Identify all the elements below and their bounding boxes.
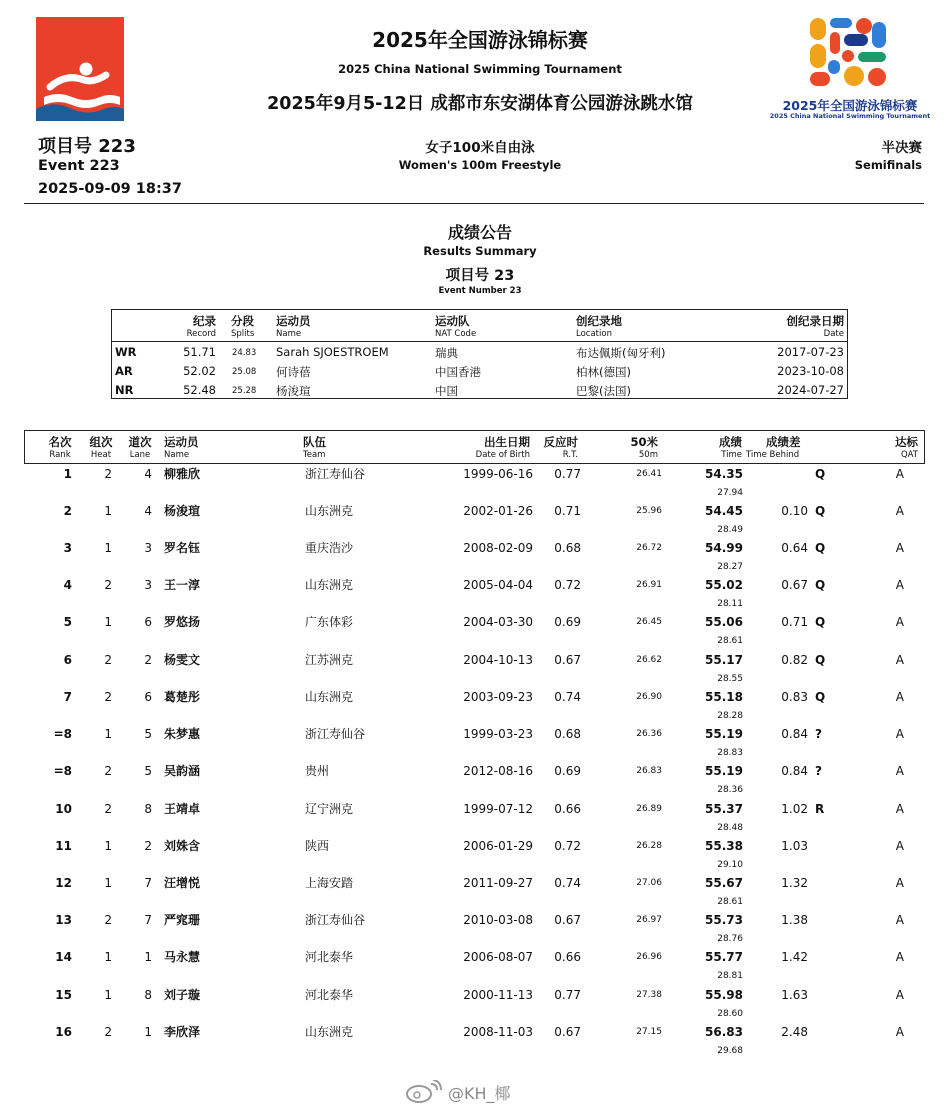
- col-time: 成绩: [719, 435, 742, 449]
- record-holder: 何诗蓓: [276, 365, 311, 379]
- time-behind: 1.38: [781, 913, 808, 927]
- rec-header-record: 纪录: [193, 314, 216, 328]
- col-qat-en: QAT: [900, 450, 918, 460]
- date-of-birth: 2000-11-13: [463, 988, 533, 1002]
- qat: A: [895, 839, 904, 853]
- logo-caption-cn: 2025年全国游泳锦标赛: [782, 98, 918, 113]
- rank: 12: [55, 876, 72, 890]
- split-50m: 26.36: [636, 729, 662, 739]
- team: 辽宁洲克: [305, 802, 354, 816]
- rank: 1: [63, 467, 72, 481]
- heat: 2: [104, 653, 112, 667]
- date-of-birth: 2002-01-26: [463, 504, 533, 518]
- team: 贵州: [305, 764, 330, 778]
- athlete-name: 刘姝含: [164, 839, 201, 853]
- lane: 7: [144, 913, 152, 927]
- qat: A: [895, 727, 904, 741]
- date-of-birth: 2008-11-03: [463, 1025, 533, 1039]
- result-row: [0, 467, 952, 504]
- split-50m: 27.06: [636, 878, 662, 888]
- col-50m-en: 50m: [638, 450, 658, 460]
- final-time: 55.38: [705, 839, 743, 853]
- qualification-mark: Q: [815, 541, 826, 555]
- athlete-name: 马永慧: [164, 950, 201, 964]
- heat: 1: [104, 988, 112, 1002]
- tournament-title-cn: 2025年全国游泳锦标赛: [372, 28, 588, 52]
- split-50m: 26.83: [636, 766, 662, 776]
- rank: 6: [63, 653, 72, 667]
- record-nat: 瑞典: [435, 346, 458, 360]
- record-time: 52.02: [183, 364, 216, 378]
- date-of-birth: 2003-09-23: [463, 690, 533, 704]
- split-50m: 26.41: [636, 469, 662, 479]
- record-time: 52.48: [183, 383, 216, 397]
- split-second: 28.83: [717, 748, 743, 758]
- results-header-right-border: [924, 430, 925, 464]
- time-behind: 0.82: [781, 653, 808, 667]
- rank: 11: [55, 839, 72, 853]
- heat: 1: [104, 839, 112, 853]
- split-second: 28.61: [717, 636, 743, 646]
- result-row: [0, 988, 952, 1025]
- record-location: 柏林(德国): [576, 365, 631, 379]
- race-name-cn: 女子100米自由泳: [425, 140, 535, 156]
- rec-header-location-en: Location: [576, 329, 612, 339]
- split-second: 28.81: [717, 971, 743, 981]
- split-50m: 26.62: [636, 655, 662, 665]
- team: 山东洲克: [305, 690, 354, 704]
- team: 山东洲克: [305, 578, 354, 592]
- record-split: 25.08: [232, 367, 257, 377]
- race-name-en: Women's 100m Freestyle: [398, 158, 562, 172]
- time-behind: 0.10: [781, 504, 808, 518]
- final-time: 55.19: [705, 764, 743, 778]
- reaction-time: 0.77: [554, 467, 581, 481]
- rank: 13: [55, 913, 72, 927]
- qualification-mark: Q: [815, 690, 826, 704]
- split-50m: 27.15: [636, 1027, 662, 1037]
- lane: 6: [144, 690, 152, 704]
- final-time: 54.99: [705, 541, 743, 555]
- reaction-time: 0.68: [554, 727, 581, 741]
- record-type: NR: [115, 383, 134, 397]
- result-row: [0, 578, 952, 615]
- team: 河北泰华: [305, 988, 354, 1002]
- heat: 2: [104, 913, 112, 927]
- reaction-time: 0.77: [554, 988, 581, 1002]
- team: 浙江寿仙谷: [305, 913, 366, 927]
- final-time: 55.37: [705, 802, 743, 816]
- tournament-venue: 2025年9月5-12日 成都市东安湖体育公园游泳跳水馆: [267, 94, 693, 114]
- rec-header-date-en: Date: [823, 329, 844, 339]
- col-dob: 出生日期: [484, 435, 530, 449]
- rank: 15: [55, 988, 72, 1002]
- athlete-name: 刘子璇: [164, 988, 201, 1002]
- weibo-icon: [405, 1080, 445, 1104]
- team: 山东洲克: [305, 1025, 354, 1039]
- lane: 3: [144, 541, 152, 555]
- record-time: 51.71: [183, 345, 216, 359]
- rec-header-splits-en: Splits: [231, 329, 255, 339]
- split-50m: 26.90: [636, 692, 662, 702]
- time-behind: 1.02: [781, 802, 808, 816]
- summary-number-cn: 项目号 23: [445, 268, 515, 284]
- col-rt-en: R.T.: [562, 450, 578, 460]
- result-row: [0, 653, 952, 690]
- result-row: [0, 876, 952, 913]
- athlete-name: 杨浚瑄: [164, 504, 201, 518]
- reaction-time: 0.69: [554, 615, 581, 629]
- record-location: 巴黎(法国): [576, 384, 631, 398]
- qualification-mark: R: [815, 802, 825, 816]
- split-50m: 26.72: [636, 543, 662, 553]
- time-behind: 1.63: [781, 988, 808, 1002]
- date-of-birth: 2006-08-07: [463, 950, 533, 964]
- results-table-top: [24, 430, 924, 431]
- athlete-name: 罗悠扬: [164, 615, 201, 629]
- heat: 1: [104, 615, 112, 629]
- event-number-en: Event 223: [38, 158, 120, 174]
- time-behind: 0.67: [781, 578, 808, 592]
- swimming-logo: [36, 17, 124, 121]
- time-behind: 1.42: [781, 950, 808, 964]
- team: 河北泰华: [305, 950, 354, 964]
- qualification-mark: Q: [815, 467, 826, 481]
- record-holder: Sarah SJOESTROEM: [276, 345, 389, 359]
- event-datetime: 2025-09-09 18:37: [38, 181, 182, 197]
- athlete-name: 王靖卓: [164, 802, 201, 816]
- col-rank-en: Rank: [49, 450, 71, 460]
- tournament-logo: [806, 16, 890, 92]
- result-row: [0, 727, 952, 764]
- rec-header-nat: 运动队: [435, 314, 470, 328]
- logo-caption-en: 2025 China National Swimming Tournament: [769, 112, 931, 120]
- reaction-time: 0.66: [554, 802, 581, 816]
- qat: A: [895, 876, 904, 890]
- reaction-time: 0.67: [554, 1025, 581, 1039]
- record-date: 2024-07-27: [777, 383, 844, 397]
- team: 江苏洲克: [305, 653, 354, 667]
- rec-header-location: 创纪录地: [576, 314, 622, 328]
- final-time: 55.73: [705, 913, 743, 927]
- date-of-birth: 1999-03-23: [463, 727, 533, 741]
- split-second: 28.27: [717, 562, 743, 572]
- rank: 3: [63, 541, 72, 555]
- qat: A: [895, 578, 904, 592]
- qat: A: [895, 950, 904, 964]
- qat: A: [895, 764, 904, 778]
- heat: 1: [104, 727, 112, 741]
- final-time: 55.77: [705, 950, 743, 964]
- split-second: 28.11: [717, 599, 743, 609]
- split-second: 27.94: [717, 488, 743, 498]
- reaction-time: 0.66: [554, 950, 581, 964]
- date-of-birth: 2011-09-27: [463, 876, 533, 890]
- rec-header-splits: 分段: [231, 314, 254, 328]
- split-50m: 26.97: [636, 915, 662, 925]
- final-time: 55.19: [705, 727, 743, 741]
- lane: 2: [144, 839, 152, 853]
- time-behind: 1.32: [781, 876, 808, 890]
- watermark-text: @KH_椰: [448, 1084, 511, 1103]
- lane: 4: [144, 467, 152, 481]
- record-location: 布达佩斯(匈牙利): [576, 346, 666, 360]
- result-row: [0, 690, 952, 727]
- results-header-left-border: [24, 430, 25, 464]
- col-team: 队伍: [303, 435, 326, 449]
- lane: 4: [144, 504, 152, 518]
- rank: 14: [55, 950, 72, 964]
- qat: A: [895, 504, 904, 518]
- col-behind-en: Time Behind: [746, 450, 800, 460]
- lane: 2: [144, 653, 152, 667]
- result-row: [0, 950, 952, 987]
- reaction-time: 0.72: [554, 578, 581, 592]
- split-second: 28.28: [717, 711, 743, 721]
- qat: A: [895, 467, 904, 481]
- result-row: [0, 541, 952, 578]
- athlete-name: 汪增悦: [164, 876, 201, 890]
- time-behind: 0.64: [781, 541, 808, 555]
- split-50m: 26.91: [636, 580, 662, 590]
- heat: 1: [104, 876, 112, 890]
- reaction-time: 0.74: [554, 690, 581, 704]
- final-time: 55.67: [705, 876, 743, 890]
- split-second: 28.76: [717, 934, 743, 944]
- record-split: 25.28: [232, 386, 257, 396]
- lane: 8: [144, 988, 152, 1002]
- split-second: 28.60: [717, 1009, 743, 1019]
- record-nat: 中国: [435, 384, 458, 398]
- qualification-mark: ?: [815, 727, 822, 741]
- athlete-name: 葛楚彤: [164, 690, 201, 704]
- rec-header-record-en: Record: [186, 329, 216, 339]
- rank: 16: [55, 1025, 72, 1039]
- col-name-en: Name: [164, 450, 190, 460]
- date-of-birth: 2004-10-13: [463, 653, 533, 667]
- qat: A: [895, 615, 904, 629]
- team: 山东洲克: [305, 504, 354, 518]
- qat: A: [895, 541, 904, 555]
- result-row: [0, 802, 952, 839]
- time-behind: 0.84: [781, 727, 808, 741]
- date-of-birth: 1999-06-16: [463, 467, 533, 481]
- record-type: AR: [115, 364, 133, 378]
- qualification-mark: Q: [815, 578, 826, 592]
- qat: A: [895, 913, 904, 927]
- result-row: [0, 615, 952, 652]
- split-second: 28.61: [717, 897, 743, 907]
- rank: 4: [63, 578, 72, 592]
- rec-header-name: 运动员: [276, 314, 311, 328]
- athlete-name: 朱梦惠: [164, 727, 201, 741]
- athlete-name: 杨雯文: [164, 653, 201, 667]
- final-time: 55.18: [705, 690, 743, 704]
- reaction-time: 0.67: [554, 653, 581, 667]
- team: 广东体彩: [305, 615, 354, 629]
- final-time: 55.17: [705, 653, 743, 667]
- qat: A: [895, 802, 904, 816]
- date-of-birth: 2006-01-29: [463, 839, 533, 853]
- reaction-time: 0.72: [554, 839, 581, 853]
- col-rank: 名次: [48, 435, 72, 449]
- rank: 5: [63, 615, 72, 629]
- qualification-mark: Q: [815, 615, 826, 629]
- rank: 2: [63, 504, 72, 518]
- record-nat: 中国香港: [435, 365, 481, 379]
- split-50m: 26.96: [636, 952, 662, 962]
- record-split: 24.83: [232, 348, 257, 358]
- result-row: [0, 839, 952, 876]
- split-second: 29.68: [717, 1046, 743, 1056]
- col-heat: 组次: [89, 435, 113, 449]
- team: 陕西: [305, 839, 330, 853]
- col-behind: 成绩差: [766, 435, 801, 449]
- tournament-title-en: 2025 China National Swimming Tournament: [338, 62, 622, 76]
- reaction-time: 0.74: [554, 876, 581, 890]
- header-divider: [24, 203, 924, 204]
- col-lane-en: Lane: [129, 450, 151, 460]
- stage-cn: 半决赛: [881, 140, 922, 156]
- time-behind: 0.84: [781, 764, 808, 778]
- qat: A: [895, 1025, 904, 1039]
- heat: 2: [104, 1025, 112, 1039]
- athlete-name: 李欣泽: [164, 1025, 201, 1039]
- reaction-time: 0.69: [554, 764, 581, 778]
- lane: 5: [144, 727, 152, 741]
- athlete-name: 吴韵涵: [164, 764, 201, 778]
- summary-title-en: Results Summary: [423, 244, 537, 258]
- col-rt: 反应时: [543, 435, 578, 449]
- col-qat: 达标: [895, 435, 918, 449]
- qualification-mark: ?: [815, 764, 822, 778]
- reaction-time: 0.68: [554, 541, 581, 555]
- split-second: 28.36: [717, 785, 743, 795]
- split-second: 28.48: [717, 823, 743, 833]
- final-time: 55.02: [705, 578, 743, 592]
- qat: A: [895, 653, 904, 667]
- date-of-birth: 2004-03-30: [463, 615, 533, 629]
- date-of-birth: 1999-07-12: [463, 802, 533, 816]
- lane: 3: [144, 578, 152, 592]
- final-time: 54.45: [705, 504, 743, 518]
- time-behind: 0.71: [781, 615, 808, 629]
- split-50m: 26.28: [636, 841, 662, 851]
- col-50m: 50米: [630, 435, 658, 449]
- date-of-birth: 2010-03-08: [463, 913, 533, 927]
- time-behind: 2.48: [781, 1025, 808, 1039]
- rec-header-nat-en: NAT Code: [435, 329, 477, 339]
- date-of-birth: 2008-02-09: [463, 541, 533, 555]
- rec-header-date: 创纪录日期: [786, 314, 844, 328]
- event-number-cn: 项目号 223: [38, 136, 136, 157]
- time-behind: 0.83: [781, 690, 808, 704]
- heat: 2: [104, 578, 112, 592]
- time-behind: 1.03: [781, 839, 808, 853]
- result-row: [0, 1025, 952, 1062]
- results-header-divider: [24, 463, 924, 464]
- result-row: [0, 504, 952, 541]
- qualification-mark: Q: [815, 504, 826, 518]
- team: 重庆浩沙: [305, 541, 354, 555]
- rank: 7: [63, 690, 72, 704]
- lane: 6: [144, 615, 152, 629]
- date-of-birth: 2005-04-04: [463, 578, 533, 592]
- rank: 10: [55, 802, 72, 816]
- final-time: 55.98: [705, 988, 743, 1002]
- record-date: 2017-07-23: [777, 345, 844, 359]
- col-dob-en: Date of Birth: [475, 450, 530, 460]
- col-team-en: Team: [303, 450, 326, 460]
- final-time: 56.83: [705, 1025, 743, 1039]
- qat: A: [895, 690, 904, 704]
- athlete-name: 王一淳: [164, 578, 201, 592]
- split-50m: 26.89: [636, 804, 662, 814]
- lane: 1: [144, 950, 152, 964]
- lane: 1: [144, 1025, 152, 1039]
- heat: 1: [104, 504, 112, 518]
- reaction-time: 0.67: [554, 913, 581, 927]
- rank: =8: [53, 764, 72, 778]
- col-lane: 道次: [128, 435, 152, 449]
- result-row: [0, 764, 952, 801]
- split-second: 28.49: [717, 525, 743, 535]
- col-name: 运动员: [164, 435, 199, 449]
- heat: 2: [104, 467, 112, 481]
- record-holder: 杨浚瑄: [276, 384, 311, 398]
- records-header-divider: [111, 341, 848, 342]
- date-of-birth: 2012-08-16: [463, 764, 533, 778]
- records-table: [111, 309, 848, 399]
- final-time: 54.35: [705, 467, 743, 481]
- lane: 7: [144, 876, 152, 890]
- rec-header-name-en: Name: [276, 329, 302, 339]
- split-50m: 27.38: [636, 990, 662, 1000]
- summary-number-en: Event Number 23: [438, 286, 522, 296]
- col-time-en: Time: [721, 450, 742, 460]
- split-second: 29.10: [717, 860, 743, 870]
- rank: =8: [53, 727, 72, 741]
- split-50m: 26.45: [636, 617, 662, 627]
- split-50m: 25.96: [636, 506, 662, 516]
- split-second: 28.55: [717, 674, 743, 684]
- heat: 1: [104, 950, 112, 964]
- athlete-name: 严窕珊: [164, 913, 201, 927]
- reaction-time: 0.71: [554, 504, 581, 518]
- heat: 2: [104, 690, 112, 704]
- team: 浙江寿仙谷: [305, 467, 366, 481]
- record-type: WR: [115, 345, 137, 359]
- team: 上海安踏: [305, 876, 354, 890]
- record-date: 2023-10-08: [777, 364, 844, 378]
- result-row: [0, 913, 952, 950]
- lane: 5: [144, 764, 152, 778]
- qualification-mark: Q: [815, 653, 826, 667]
- team: 浙江寿仙谷: [305, 727, 366, 741]
- lane: 8: [144, 802, 152, 816]
- col-heat-en: Heat: [90, 450, 112, 460]
- athlete-name: 罗名钰: [164, 541, 201, 555]
- qat: A: [895, 988, 904, 1002]
- heat: 1: [104, 541, 112, 555]
- heat: 2: [104, 802, 112, 816]
- summary-title-cn: 成绩公告: [447, 223, 512, 242]
- final-time: 55.06: [705, 615, 743, 629]
- stage-en: Semifinals: [854, 158, 922, 172]
- heat: 2: [104, 764, 112, 778]
- athlete-name: 柳雅欣: [164, 467, 201, 481]
